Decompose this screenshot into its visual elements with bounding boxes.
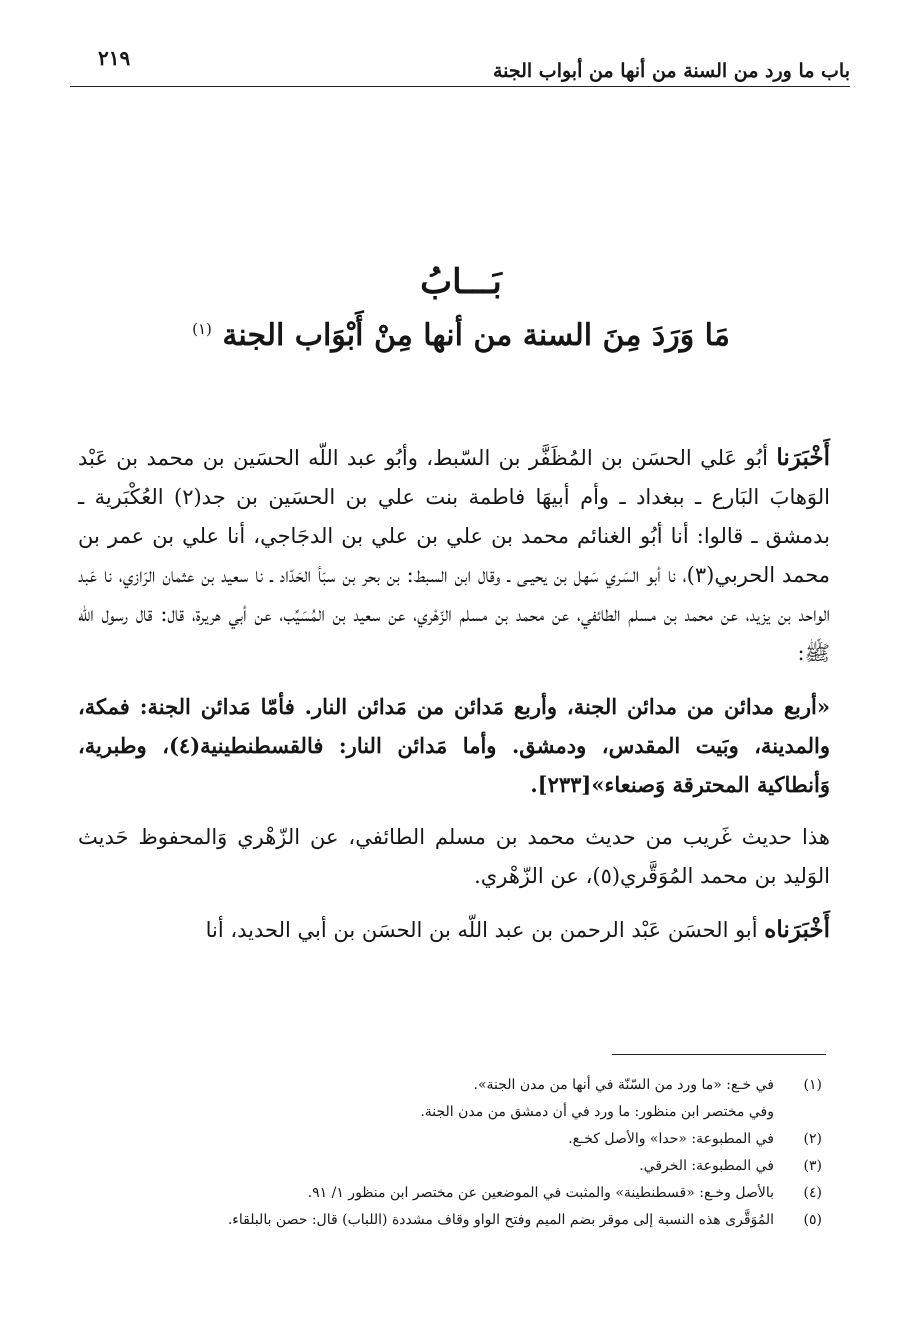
footnote-separator xyxy=(612,1054,826,1055)
chapter-title xyxy=(0,318,922,353)
footnote xyxy=(100,1072,822,1099)
footnote-text: في المطبوعة: الخرقي. xyxy=(639,1158,774,1174)
footnote-text: في خـع: «ما ورد من السّنّة في أنها من مدن الجنة». xyxy=(473,1077,774,1093)
footnote xyxy=(100,1126,822,1153)
footnote-number: (٢) xyxy=(803,1131,822,1147)
paragraph-text: أبُو عَلي الحسَن بن المُظَفَّر بن السّبط، وأبُو عبد اللّه الحسَين بن محمد بن عَبْد الوَهابَ البَارع ـ ببغداد ـ وأم أبيهَا فاطمة بنت علي بن الحسَين بن جد(٢) العُكْبَرية ـ بدمشق ـ قالوا: أنا أبُو الغنائم محمد بن علي بن علي بن الدجَاجي، أنا علي بن عمر بن محمد الحربي(٣)، نا أبو السَري سَهل بن يحيـى ـ وقال ابن السبط: بن بحر بن سبَأ الحَدّاد ـ نا سعيد بن عثمان الرَازي، نا عَبد الواحد بن يزيد، عن محمد بن مسلم الطائفي، عن محمد بن مسلم الزّهْري، عن سعيد بن المُسَيِّب، عن أبي هريرة، قال: قال رسول الله ﷺ: xyxy=(78,446,830,665)
footnote-number: (٤) xyxy=(803,1185,822,1201)
chapter-heading: بَـــابُ xyxy=(420,262,502,302)
footnote xyxy=(100,1180,822,1207)
paragraph-commentary: هذا حديث غَريب من حديث محمد بن مسلم الطائفي، عن الزّهْري وَالمحفوظ حَديث الوَليد بن محمد المُوَقَّري(٥)، عن الزّهْري. xyxy=(78,825,830,888)
paragraph-lead: أَخْبَرَناه xyxy=(764,916,830,943)
paragraph-isnad-2 xyxy=(78,910,830,950)
paragraph-lead: أَخْبَرَنا xyxy=(776,444,830,471)
footnote-continuation: وفي مختصر ابن منظور: ما ورد في أن دمشق من مدن الجنة. xyxy=(420,1104,774,1120)
chapter-footnote-ref: (١) xyxy=(192,320,212,338)
main-text xyxy=(78,438,830,964)
paragraph-text: أبو الحسَن عَبْد الرحمن بن عبد اللّه بن الحسَن بن أبي الحديد، أنا xyxy=(205,918,758,942)
footnote-number: (٥) xyxy=(803,1212,822,1228)
footnote-text: بالأصل وخـع: «قسطنطينة» والمثبت في الموضعين عن مختصر ابن منظور ١/ ٩١. xyxy=(307,1185,774,1201)
footnote-number: (١) xyxy=(803,1077,822,1093)
footnote-text: المُوَقَّرى هذه النسبة إلى موقر بضم الميم وفتح الواو وقاف مشددة (اللباب) قال: حصن بالبلقاء. xyxy=(227,1212,774,1228)
hadith-text: «أربع مدائن من مدائن الجنة، وأربع مَدائن من مَدائن النار. فأمّا مَدائن الجنة: فمكة، والمدينة، وبَيت المقدس، ودمشق. وأما مَدائن النار: فالقسطنطينية(٤)، وطبرية، وَأنطاكية المحترقة وَصنعاء»[٢٣٣]. xyxy=(78,694,831,797)
paragraph-isnad xyxy=(78,438,830,673)
footnote xyxy=(100,1153,822,1180)
running-head xyxy=(70,46,850,87)
chapter-title-text: مَا وَرَدَ مِنَ السنة من أنها مِنْ أَبْوَاب الجنة xyxy=(222,318,730,353)
footnotes xyxy=(100,1072,822,1234)
page-number: ٢١٩ xyxy=(98,46,131,70)
footnote xyxy=(100,1207,822,1234)
running-title: باب ما ورد من السنة من أنها من أبواب الجنة xyxy=(492,60,850,82)
footnote-text: في المطبوعة: «حدا» والأصل كخـع. xyxy=(568,1131,774,1147)
footnote-number: (٣) xyxy=(803,1158,822,1174)
